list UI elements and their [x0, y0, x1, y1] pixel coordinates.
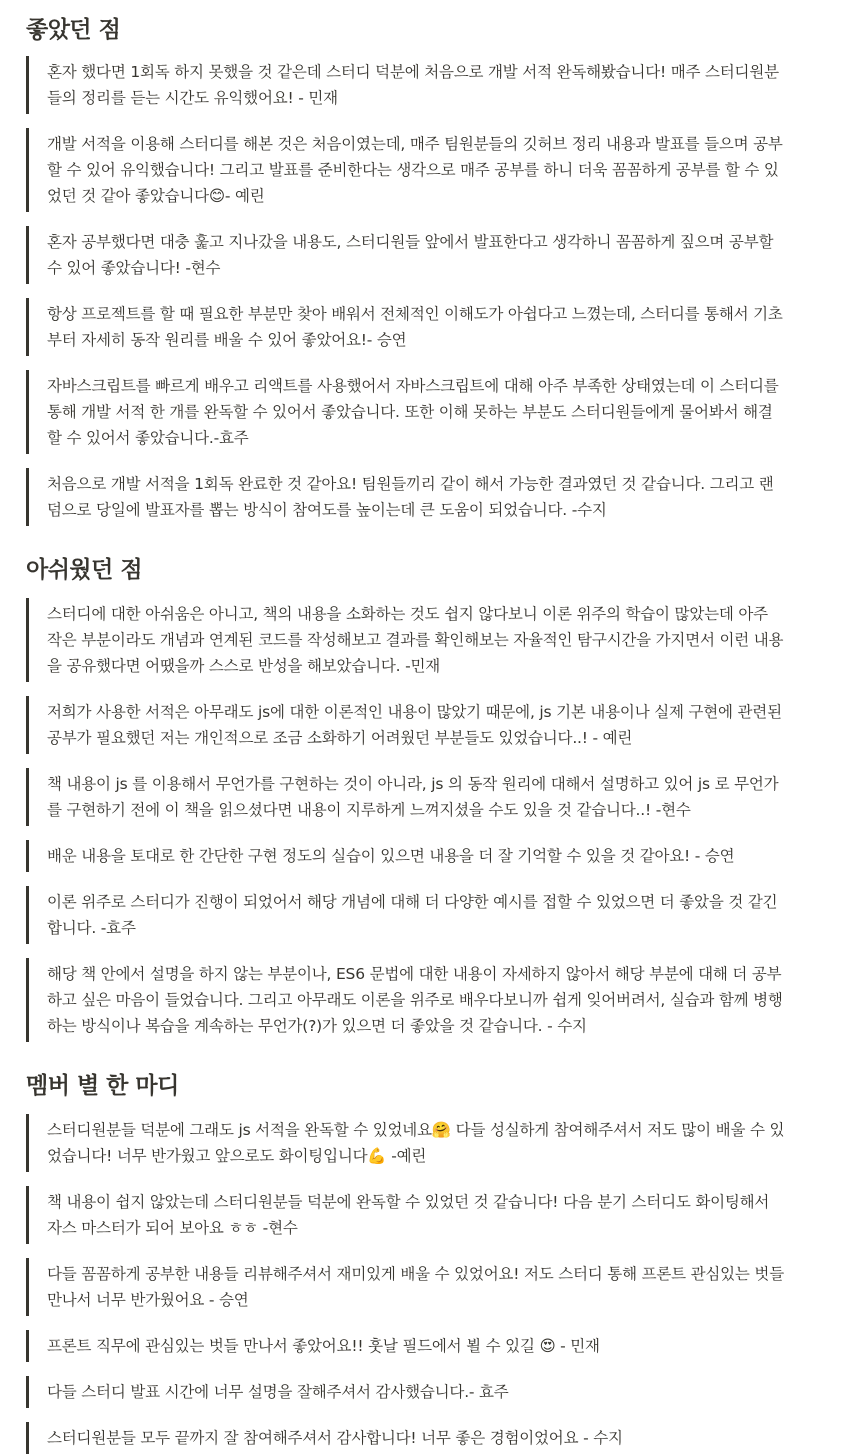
quote-item: 다들 스터디 발표 시간에 너무 설명을 잘해주셔서 감사했습니다.- 효주: [26, 1376, 787, 1408]
quote-item: 처음으로 개발 서적을 1회독 완료한 것 같아요! 팀원들끼리 같이 해서 가능한 결과였던 것 같습니다. 그리고 랜덤으로 당일에 발표자를 뽑는 방식이 참여도를 높이는데 큰 도움이 되었습니다. -수지: [26, 468, 787, 526]
quote-item: 혼자 공부했다면 대충 훑고 지나갔을 내용도, 스터디원들 앞에서 발표한다고 생각하니 꼼꼼하게 짚으며 공부할 수 있어 좋았습니다! -현수: [26, 226, 787, 284]
quote-item: 혼자 했다면 1회독 하지 못했을 것 같은데 스터디 덕분에 처음으로 개발 서적 완독해봤습니다! 매주 스터디원분들의 정리를 듣는 시간도 유익했어요! - 민재: [26, 56, 787, 114]
section-regrets: [26, 554, 843, 1042]
quote-item: 자바스크립트를 빠르게 배우고 리액트를 사용했어서 자바스크립트에 대해 아주 부족한 상태였는데 이 스터디를 통해 개발 서적 한 개를 완독할 수 있어서 좋았습니다. 또한 이해 못하는 부분도 스터디원들에게 물어봐서 해결할 수 있어서 좋았습니다.-효주: [26, 370, 787, 454]
section-member-words: [26, 1070, 843, 1454]
quote-item: 다들 꼼꼼하게 공부한 내용들 리뷰해주셔서 재미있게 배울 수 있었어요! 저도 스터디 통해 프론트 관심있는 벗들 만나서 너무 반가웠어요 - 승연: [26, 1258, 787, 1316]
quote-item: 이론 위주로 스터디가 진행이 되었어서 해당 개념에 대해 더 다양한 예시를 접할 수 있었으면 더 좋았을 것 같긴 합니다. -효주: [26, 886, 787, 944]
quote-item: 프론트 직무에 관심있는 벗들 만나서 좋았어요!! 훗날 필드에서 뵐 수 있길 😍 - 민재: [26, 1330, 787, 1362]
quote-item: 책 내용이 쉽지 않았는데 스터디원분들 덕분에 완독할 수 있었던 것 같습니다! 다음 분기 스터디도 화이팅해서 자스 마스터가 되어 보아요 ㅎㅎ -현수: [26, 1186, 787, 1244]
section-good-points: [26, 14, 843, 526]
quote-item: 해당 책 안에서 설명을 하지 않는 부분이나, ES6 문법에 대한 내용이 자세하지 않아서 해당 부분에 대해 더 공부하고 싶은 마음이 들었습니다. 그리고 아무래도 이론을 위주로 배우다보니까 쉽게 잊어버려서, 실습과 함께 병행하는 방식이나 복습을 계속하는 무언가(?)가 있으면 더 좋았을 것 같습니다. - 수지: [26, 958, 787, 1042]
quote-item: 스터디원분들 덕분에 그래도 js 서적을 완독할 수 있었네요🤗 다들 성실하게 참여해주셔서 저도 많이 배울 수 있었습니다! 너무 반가웠고 앞으로도 화이팅입니다💪 -예린: [26, 1114, 787, 1172]
quote-item: 저희가 사용한 서적은 아무래도 js에 대한 이론적인 내용이 많았기 때문에, js 기본 내용이나 실제 구현에 관련된 공부가 필요했던 저는 개인적으로 조금 소화하기 어려웠던 부분들도 있었습니다..! - 예린: [26, 696, 787, 754]
section-title-regrets: 아쉬웠던 점: [26, 557, 143, 583]
quote-item: 항상 프로젝트를 할 때 필요한 부분만 찾아 배워서 전체적인 이해도가 아쉽다고 느꼈는데, 스터디를 통해서 기초부터 자세히 동작 원리를 배울 수 있어 좋았어요!- 승연: [26, 298, 787, 356]
section-title-good-points: 좋았던 점: [26, 17, 121, 43]
quote-item: 스터디에 대한 아쉬움은 아니고, 책의 내용을 소화하는 것도 쉽지 않다보니 이론 위주의 학습이 많았는데 아주 작은 부분이라도 개념과 연계된 코드를 작성해보고 결과를 확인해보는 자율적인 탐구시간을 가지면서 이런 내용을 공유했다면 어땠을까 스스로 반성을 해보았습니다. -민재: [26, 598, 787, 682]
quote-item: 스터디원분들 모두 끝까지 잘 참여해주셔서 감사합니다! 너무 좋은 경험이었어요 - 수지: [26, 1422, 787, 1454]
quote-item: 책 내용이 js 를 이용해서 무언가를 구현하는 것이 아니라, js 의 동작 원리에 대해서 설명하고 있어 js 로 무언가를 구현하기 전에 이 책을 읽으셨다면 내용이 지루하게 느껴지셨을 수도 있을 것 같습니다..! -현수: [26, 768, 787, 826]
quote-item: 배운 내용을 토대로 한 간단한 구현 정도의 실습이 있으면 내용을 더 잘 기억할 수 있을 것 같아요! - 승연: [26, 840, 787, 872]
section-title-member-words: 멤버 별 한 마디: [26, 1073, 179, 1099]
quote-item: 개발 서적을 이용해 스터디를 해본 것은 처음이였는데, 매주 팀원분들의 깃허브 정리 내용과 발표를 들으며 공부할 수 있어 유익했습니다! 그리고 발표를 준비한다는 생각으로 매주 공부를 하니 더욱 꼼꼼하게 공부를 할 수 있었던 것 같아 좋았습니다😊- 예린: [26, 128, 787, 212]
